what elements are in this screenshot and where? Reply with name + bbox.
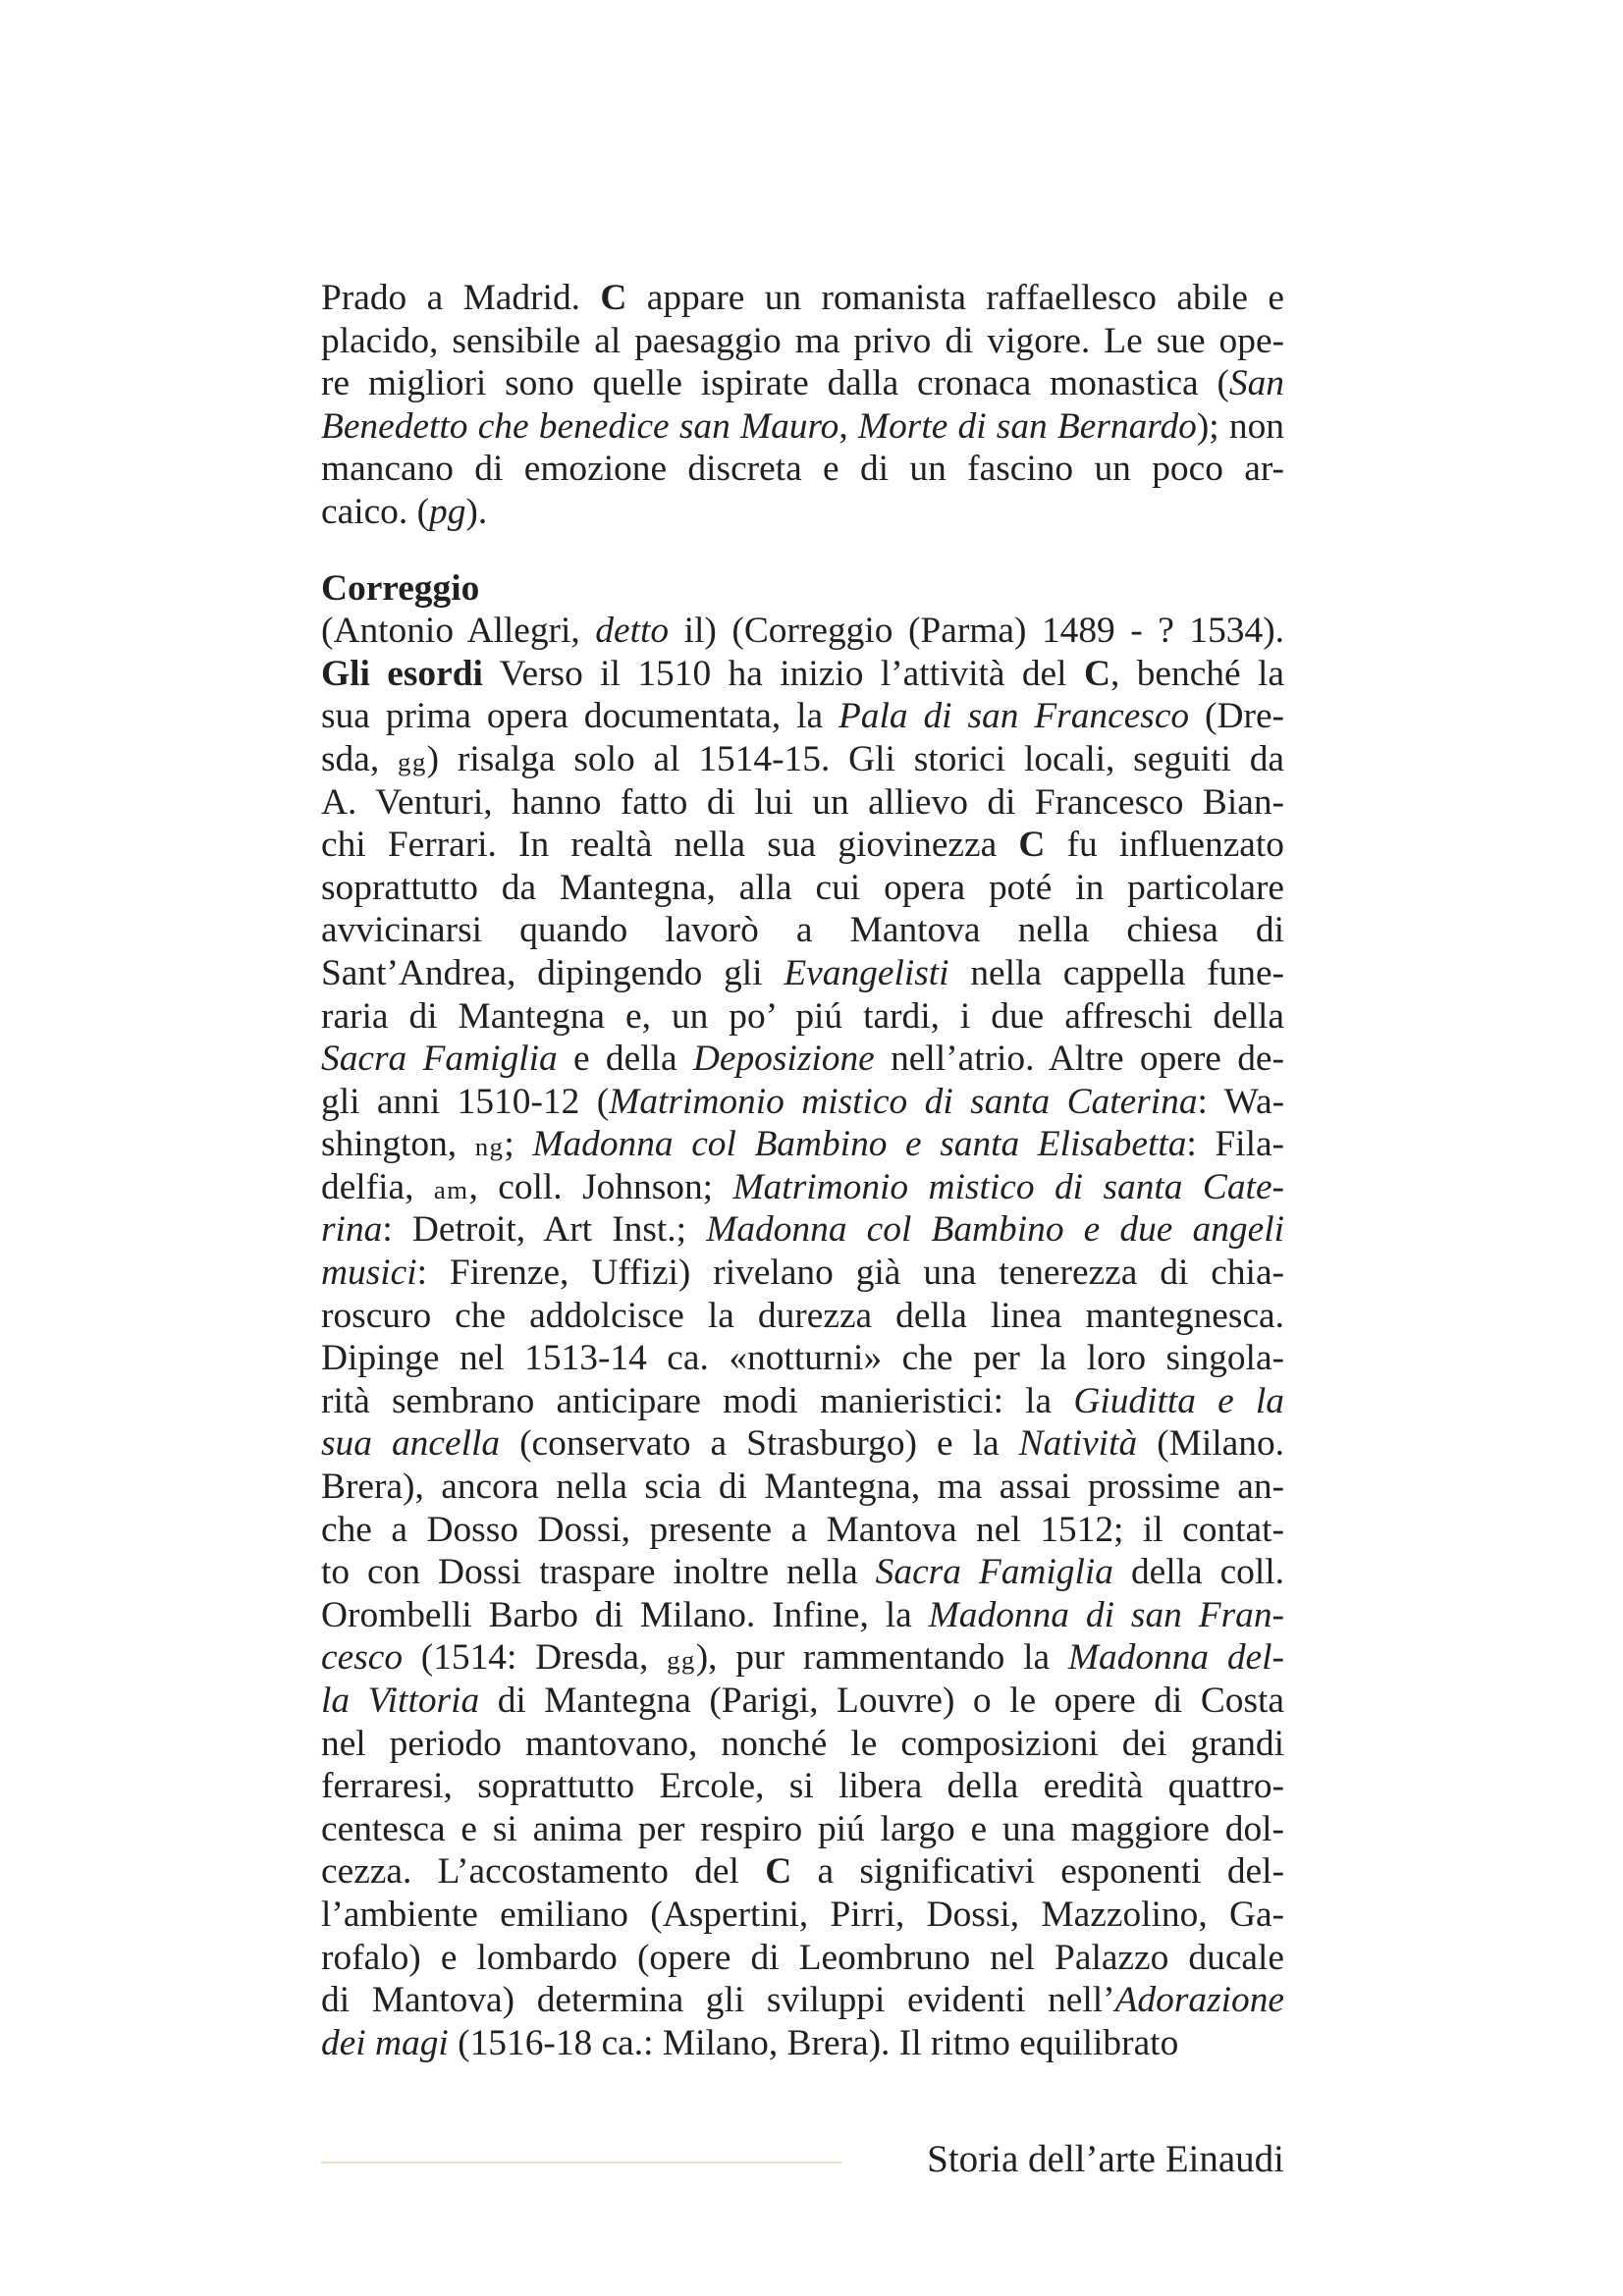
text-line: nel periodo mantovano, nonché le composizioni dei grandi [321, 1723, 1284, 1764]
italic-run: Sacra Famiglia [875, 1552, 1113, 1593]
footer-rule [321, 2162, 841, 2163]
smallcaps-run: gg [667, 1645, 696, 1676]
text-line: Sant’Andrea, dipingendo gli Evangelisti nella cappella fune- [321, 952, 1284, 993]
italic-run: Natività [1018, 1423, 1138, 1465]
text-line: di Mantova) determina gli sviluppi evidenti nell’Adorazione [321, 1980, 1284, 2021]
italic-run: Deposizione [692, 1039, 875, 1080]
text-line: roscuro che addolcisce la durezza della linea mantegnesca. [321, 1295, 1284, 1336]
italic-run: Sacra Famiglia [321, 1039, 558, 1080]
italic-run: Evangelisti [784, 952, 949, 993]
text-line: la Vittoria di Mantegna (Parigi, Louvre) o le opere di Costa [321, 1681, 1284, 1721]
intro-paragraph [321, 277, 1284, 534]
text-line: sda, gg) risalga solo al 1514-15. Gli storici locali, seguiti da [321, 738, 1284, 779]
smallcaps-run: ng [474, 1132, 505, 1162]
text-line: caico. (pg). [321, 491, 488, 532]
bold-run: C [765, 1851, 792, 1893]
text-line: shington, ng; Madonna col Bambino e santa Elisabetta: Fila- [321, 1124, 1284, 1165]
italic-run: dei magi [321, 2022, 449, 2063]
text-line: che a Dosso Dossi, presente a Mantova nel 1512; il contat- [321, 1509, 1284, 1550]
smallcaps-run: gg [398, 746, 427, 776]
text-line: musici: Firenze, Uffizi) rivelano già una tenerezza di chia- [321, 1253, 1284, 1294]
bold-run: C [1018, 825, 1046, 866]
italic-run: Pala di san Francesco [838, 696, 1190, 737]
italic-run: Matrimonio mistico di santa Caterina [609, 1081, 1198, 1122]
italic-run: Matrimonio mistico di santa Cate- [732, 1166, 1284, 1207]
bold-run: C [600, 278, 627, 318]
footer-title: Storia dell’arte Einaudi [927, 2138, 1284, 2180]
italic-run: pg [429, 491, 466, 532]
text-line: soprattutto da Mantegna, alla cui opera poté in particolare [321, 867, 1284, 908]
entry-paragraph [321, 610, 1284, 2064]
article-body [321, 277, 1284, 2064]
text-line: A. Venturi, hanno fatto di lui un allievo di Francesco Bian- [321, 781, 1284, 823]
text-line: cezza. L’accostamento del C a significativi esponenti del- [321, 1851, 1284, 1893]
text-line: rina: Detroit, Art Inst.; Madonna col Bambino e due angeli [321, 1209, 1285, 1251]
italic-run: musici [321, 1253, 417, 1294]
text-line: cesco (1514: Dresda, gg), pur rammentando la Madonna del- [321, 1637, 1284, 1679]
italic-run: Madonna col Bambino e santa Elisabetta [532, 1124, 1187, 1165]
text-line: l’ambiente emiliano (Aspertini, Pirri, Dossi, Mazzolino, Ga- [321, 1894, 1284, 1935]
text-line: centesca e si anima per respiro piú largo e una maggiore dol- [321, 1808, 1284, 1849]
text-line: rofalo) e lombardo (opere di Leombruno nel Palazzo ducale [321, 1937, 1284, 1978]
text-line: gli anni 1510-12 (Matrimonio mistico di santa Caterina: Wa- [321, 1081, 1285, 1122]
section-gap [321, 534, 1284, 567]
italic-run: detto [595, 611, 670, 652]
bold-run: C [1083, 653, 1110, 694]
text-line: ferraresi, soprattutto Ercole, si libera della eredità quattro- [321, 1766, 1284, 1807]
text-line: Brera), ancora nella scia di Mantegna, ma assai prossime an- [321, 1467, 1284, 1508]
text-line: re migliori sono quelle ispirate dalla cronaca monastica (San [321, 363, 1284, 404]
text-line: to con Dossi traspare inoltre nella Sacra Famiglia della coll. [321, 1552, 1284, 1593]
bold-run: Gli esordi [321, 653, 483, 694]
text-line: (Antonio Allegri, detto il) (Correggio (Parma) 1489 - ? 1534). [321, 611, 1284, 652]
text-line: Sacra Famiglia e della Deposizione nell’atrio. Altre opere de- [321, 1039, 1284, 1080]
text-line: Benedetto che benedice san Mauro, Morte di san Bernardo); non [321, 405, 1284, 447]
italic-run: rina [321, 1209, 383, 1251]
italic-run: Morte di san Bernardo [857, 405, 1197, 447]
text-line: mancano di emozione discreta e di un fascino un poco ar- [321, 449, 1284, 490]
text-line: avvicinarsi quando lavorò a Mantova nella chiesa di [321, 910, 1284, 951]
italic-run: Madonna di san Fran- [928, 1594, 1284, 1635]
italic-run: Madonna del- [1067, 1637, 1284, 1679]
text-line: raria di Mantegna e, un po’ piú tardi, i due affreschi della [321, 995, 1284, 1037]
italic-run: la Vittoria [321, 1681, 480, 1721]
italic-run: Adorazione [1114, 1980, 1284, 2021]
italic-run: Giuditta e la [1073, 1380, 1284, 1421]
entry-heading: Correggio [321, 567, 480, 609]
italic-run: San [1228, 363, 1284, 404]
italic-run: Madonna col Bambino e due angeli [706, 1209, 1285, 1251]
smallcaps-run: am [433, 1174, 469, 1204]
text-line: placido, sensibile al paesaggio ma privo di vigore. Le sue ope- [321, 320, 1284, 361]
text-line: delfia, am, coll. Johnson; Matrimonio mistico di santa Cate- [321, 1166, 1284, 1207]
italic-run: sua ancella [321, 1423, 501, 1465]
text-line: rità sembrano anticipare modi manieristici: la Giuditta e la [321, 1380, 1284, 1421]
italic-run: Benedetto che benedice san Mauro [321, 405, 839, 447]
italic-run: cesco [321, 1637, 404, 1679]
text-line: sua ancella (conservato a Strasburgo) e la Natività (Milano. [321, 1423, 1285, 1465]
text-line: Gli esordi Verso il 1510 ha inizio l’attività del C, benché la [321, 653, 1284, 694]
text-line: Dipinge nel 1513-14 ca. «notturni» che per la loro singola- [321, 1338, 1284, 1379]
text-line: chi Ferrari. In realtà nella sua giovinezza C fu influenzato [321, 825, 1284, 866]
text-line: Orombelli Barbo di Milano. Infine, la Madonna di san Fran- [321, 1594, 1284, 1635]
text-line: sua prima opera documentata, la Pala di san Francesco (Dre- [321, 696, 1284, 737]
text-line: Prado a Madrid. C appare un romanista raffaellesco abile e [321, 278, 1284, 318]
text-line: dei magi (1516-18 ca.: Milano, Brera). Il ritmo equilibrato [321, 2022, 1179, 2063]
